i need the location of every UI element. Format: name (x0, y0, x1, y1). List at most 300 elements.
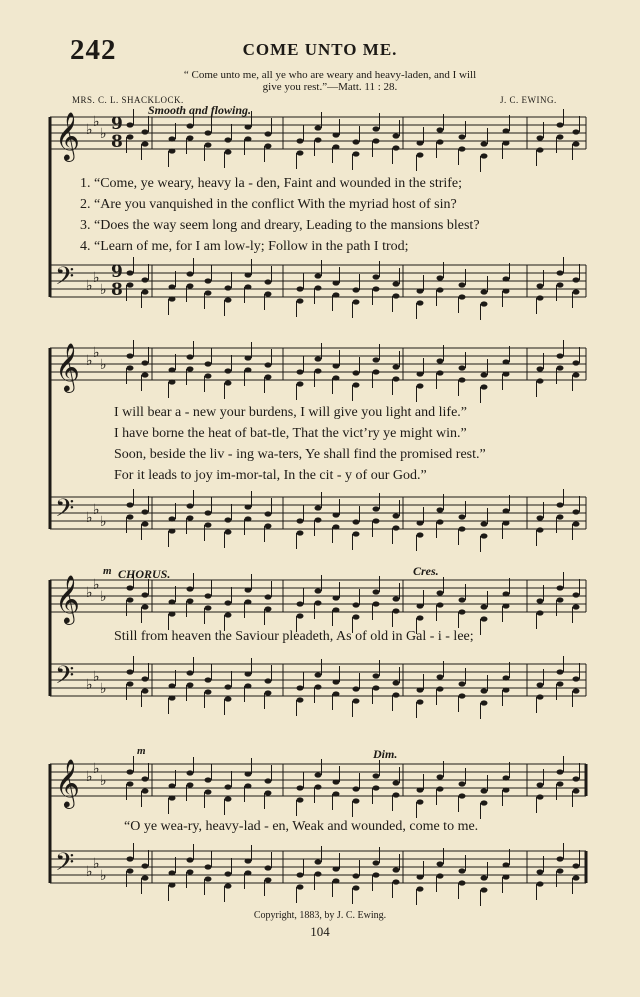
system-2-treble-note (205, 361, 212, 366)
system-1-bass-note (333, 280, 340, 285)
system-1-bass-note (265, 291, 272, 296)
system-2-bass-note (127, 502, 134, 507)
system-4-bass-note (459, 868, 466, 873)
system-2-bass-note (503, 508, 510, 513)
system-1-treble-note (187, 135, 194, 140)
system-3-treble-note (353, 614, 360, 619)
system-4-bass-note (205, 864, 212, 869)
system-4-bass-note (127, 856, 134, 861)
system-3-bass-note (353, 698, 360, 703)
scripture-line-1: “ Come unto me, all ye who are weary and heavy-laden, and I will (183, 69, 477, 81)
system-3-bass-note (127, 681, 134, 686)
system-1-flat-icon: ♭ (93, 270, 100, 286)
system-2-treble-note (265, 374, 272, 379)
system-4-bass-note (187, 869, 194, 874)
system-4-treble-note (417, 787, 424, 792)
system-1-bass-note (142, 289, 149, 294)
system-2-treble-note (393, 376, 400, 381)
system-2-bass-note (142, 509, 149, 514)
system-3-bass-note (537, 694, 544, 699)
system-3-treble-note (393, 608, 400, 613)
time-signature: 9 (111, 262, 123, 282)
system-2-bass-note (297, 518, 304, 523)
system-2-bass-note (142, 521, 149, 526)
system-2-flat-icon: ♭ (86, 510, 93, 526)
system-4-treble-note (437, 774, 444, 779)
lyricist: MRS. C. L. SHACKLOCK. (72, 95, 184, 105)
system-2-bass-note (225, 529, 232, 534)
system-4-treble-note (225, 784, 232, 789)
system-2-bass-note (169, 528, 176, 533)
system-2-treble-note (315, 368, 322, 373)
system-1-bass-note (573, 277, 580, 282)
system-2-treble-note (169, 379, 176, 384)
system-3-bass-note (265, 678, 272, 683)
system-3-bass-note (437, 674, 444, 679)
system-2-treble-note (459, 365, 466, 370)
system-4-bass-note (333, 866, 340, 871)
system-3-treble-note (225, 612, 232, 617)
system-4-treble-note (573, 788, 580, 793)
system-4-bass-note (373, 860, 380, 865)
system-3-treble-note (459, 597, 466, 602)
system-4-treble-note (142, 788, 149, 793)
system-2-bass-note (265, 523, 272, 528)
system-4-bass-note (225, 883, 232, 888)
system-2-bass-note (437, 519, 444, 524)
system-2-treble-note (503, 359, 510, 364)
system-2-bass-note (225, 517, 232, 522)
system-4-bass-note (503, 862, 510, 867)
system-2-bass-note (333, 512, 340, 517)
system-3-bass-note (537, 682, 544, 687)
system-1-bass-note (205, 290, 212, 295)
system-1-treble-clef-icon: 𝄞 (55, 111, 80, 160)
system-3-bass-note (437, 686, 444, 691)
system-3-flat-icon: ♭ (100, 589, 107, 605)
system-2-treble-note (373, 369, 380, 374)
system-2-bass-note (557, 502, 564, 507)
system-1-bass-note (373, 286, 380, 291)
system-3-treble-note (333, 607, 340, 612)
system-4-bass-note (573, 863, 580, 868)
system-2-treble-note (417, 371, 424, 376)
system-4-bass-note (333, 878, 340, 883)
system-1-bass-note (417, 300, 424, 305)
system-3-bass-note (169, 683, 176, 688)
verse-4-line-2: For it leads to joy im-mor-tal, In the cit - y of our God.” (114, 468, 427, 483)
system-3-bass-note (245, 683, 252, 688)
system-2-bass-note (459, 526, 466, 531)
system-2-bass-note (393, 525, 400, 530)
chorus-lyric-1: Still from heaven the Saviour pleadeth, As of old in Gal - i - lee; (114, 629, 474, 644)
system-1-treble-note (537, 147, 544, 152)
system-2-treble-note (537, 378, 544, 383)
chorus-dynamic: m (103, 565, 112, 577)
system-3-bass-note (187, 682, 194, 687)
system-3-flat-icon: ♭ (93, 577, 100, 593)
system-2-treble-note (142, 360, 149, 365)
chorus-lyric-2: “O ye wea-ry, heavy-lad - en, Weak and wounded, come to me. (124, 819, 479, 834)
system-4-flat-icon: ♭ (86, 864, 93, 880)
system-2-flat-icon: ♭ (100, 357, 107, 373)
system-3-bass-note (127, 669, 134, 674)
system-1-bass-note (481, 301, 488, 306)
system-1-bass-note (573, 289, 580, 294)
system-3-treble-note (187, 598, 194, 603)
system-4-bass-note (297, 872, 304, 877)
system-2-treble-note (245, 355, 252, 360)
system-1-treble-note (459, 146, 466, 151)
system-4-bass-note (373, 872, 380, 877)
system-2-treble-note (142, 372, 149, 377)
system-3-treble-note (333, 595, 340, 600)
system-3-bass-note (333, 691, 340, 696)
system-2-bass-note (481, 533, 488, 538)
system-4-treble-note (353, 786, 360, 791)
chorus-label: CHORUS. (118, 567, 171, 581)
system-3-treble-note (245, 599, 252, 604)
system-3-bass-note (459, 681, 466, 686)
system-1-treble-note (169, 148, 176, 153)
system-4-bass-note (437, 861, 444, 866)
system-2-treble-note (537, 366, 544, 371)
system-3-treble-note (573, 604, 580, 609)
system-4-treble-note (205, 777, 212, 782)
system-2-bass-note (537, 515, 544, 520)
system-2-bass-note (245, 504, 252, 509)
system-3-treble-note (187, 586, 194, 591)
system-2-flat-icon: ♭ (93, 345, 100, 361)
system-3-treble-clef-icon: 𝄞 (55, 574, 80, 623)
system-3-flat-icon: ♭ (86, 585, 93, 601)
system-1-flat-icon: ♭ (100, 282, 107, 298)
system-3-treble-note (503, 591, 510, 596)
system-4-bass-note (142, 863, 149, 868)
system-4-bass-note (557, 856, 564, 861)
system-3-treble-note (353, 602, 360, 607)
hymn-number: 242 (70, 34, 117, 66)
system-1-bass-clef-icon: 𝄢 (55, 262, 75, 297)
system-4-treble-note (537, 782, 544, 787)
system-4-treble-note (297, 785, 304, 790)
verse-3-line: 3. “Does the way seem long and dreary, Leading to the mansions blest? (80, 218, 480, 233)
system-4-treble-note (437, 786, 444, 791)
system-1-treble-note (315, 125, 322, 130)
system-2-treble-clef-icon: 𝄞 (55, 342, 80, 391)
system-3-bass-note (573, 676, 580, 681)
system-3-treble-note (437, 602, 444, 607)
system-1-bass-note (265, 279, 272, 284)
system-1-bass-note (225, 297, 232, 302)
system-4-flat-icon: ♭ (93, 761, 100, 777)
system-4-treble-note (393, 780, 400, 785)
system-3-treble-note (373, 601, 380, 606)
system-4-bass-note (573, 875, 580, 880)
system-4-treble-note (169, 795, 176, 800)
verse-4-line: 4. “Learn of me, for I am low-ly; Follow in the path I trod; (80, 239, 409, 254)
system-3-bass-note (503, 687, 510, 692)
system-4-treble-note (127, 769, 134, 774)
system-4-bass-clef-icon: 𝄢 (55, 848, 75, 883)
system-2-bass-note (373, 518, 380, 523)
system-3-bass-note (142, 676, 149, 681)
system-3-treble-note (169, 599, 176, 604)
system-1-bass-note (393, 293, 400, 298)
system-3-bass-note (557, 669, 564, 674)
system-4-bass-note (537, 869, 544, 874)
system-3-bass-note (205, 677, 212, 682)
system-1-treble-note (205, 142, 212, 147)
system-1-treble-note (537, 135, 544, 140)
system-3-treble-note (297, 613, 304, 618)
system-4-bass-note (169, 870, 176, 875)
system-2-bass-note (265, 511, 272, 516)
system-4-treble-note (459, 781, 466, 786)
system-4-treble-note (557, 781, 564, 786)
system-2-treble-note (187, 354, 194, 359)
system-1-treble-note (225, 149, 232, 154)
system-1-bass-note (169, 296, 176, 301)
system-1-bass-note (169, 284, 176, 289)
system-2-flat-icon: ♭ (100, 514, 107, 530)
system-1-treble-note (333, 132, 340, 137)
system-2-bass-note (245, 516, 252, 521)
verse-1-line-2: I will bear a - new your burdens, I will give you light and life.” (114, 405, 468, 420)
system-3-treble-note (459, 609, 466, 614)
system-2-bass-clef-icon: 𝄢 (55, 494, 75, 529)
system-2-treble-note (503, 371, 510, 376)
system-3-bass-note (573, 688, 580, 693)
system-4-bass-note (537, 881, 544, 886)
system-2-bass-note (205, 510, 212, 515)
final-dynamic: m (137, 745, 146, 757)
system-1-treble-note (437, 127, 444, 132)
system-1-treble-note (373, 138, 380, 143)
system-3-treble-note (315, 600, 322, 605)
system-3-treble-note (265, 606, 272, 611)
system-4-bass-note (353, 885, 360, 890)
system-3-bass-note (265, 690, 272, 695)
system-2-bass-note (393, 513, 400, 518)
system-4-bass-note (417, 874, 424, 879)
system-2-bass-note (315, 505, 322, 510)
system-3-bass-note (169, 695, 176, 700)
system-1-treble-note (417, 152, 424, 157)
system-1-treble-note (353, 139, 360, 144)
system-1-bass-note (437, 287, 444, 292)
system-2-treble-note (333, 363, 340, 368)
system-2-treble-note (127, 365, 134, 370)
scripture-line-2: give you rest.”—Matt. 11 : 28. (262, 81, 398, 93)
system-4-treble-note (187, 770, 194, 775)
system-2-bass-note (437, 507, 444, 512)
system-4-bass-note (315, 859, 322, 864)
time-signature: 9 (111, 114, 123, 134)
system-3-treble-note (265, 594, 272, 599)
tempo-marking: Smooth and flowing. (148, 103, 252, 117)
system-2-bass-note (315, 517, 322, 522)
system-4-bass-note (459, 880, 466, 885)
system-3-treble-note (205, 593, 212, 598)
system-4-treble-note (245, 783, 252, 788)
system-1-treble-note (503, 140, 510, 145)
system-2-treble-note (481, 384, 488, 389)
system-3-treble-note (417, 603, 424, 608)
system-1-bass-note (225, 285, 232, 290)
system-1-bass-note (459, 282, 466, 287)
system-1-treble-note (481, 141, 488, 146)
system-3-bass-note (417, 699, 424, 704)
system-4-bass-note (142, 875, 149, 880)
system-1-bass-note (187, 271, 194, 276)
system-1-treble-note (481, 153, 488, 158)
system-2-treble-note (459, 377, 466, 382)
system-1-bass-note (557, 270, 564, 275)
system-2-bass-note (417, 520, 424, 525)
system-3-bass-note (373, 673, 380, 678)
system-3-bass-note (557, 681, 564, 686)
system-1-bass-note (353, 287, 360, 292)
system-1-bass-note (127, 270, 134, 275)
system-2-treble-note (225, 368, 232, 373)
system-3-bass-note (205, 689, 212, 694)
system-3-treble-note (537, 598, 544, 603)
system-1-bass-note (245, 284, 252, 289)
system-1-treble-note (245, 124, 252, 129)
time-signature: 8 (111, 280, 123, 300)
system-3-treble-note (169, 611, 176, 616)
system-1-bass-note (481, 289, 488, 294)
system-4-treble-note (205, 789, 212, 794)
copyright-notice: Copyright, 1883, by J. C. Ewing. (253, 910, 387, 921)
system-3-bass-note (503, 675, 510, 680)
system-1-bass-note (297, 298, 304, 303)
system-3-treble-note (373, 589, 380, 594)
verse-2-line: 2. “Are you vanquished in the conflict With the myriad host of sin? (80, 197, 457, 212)
system-4-treble-note (142, 776, 149, 781)
system-4-treble-note (169, 783, 176, 788)
system-4-bass-note (353, 873, 360, 878)
system-4-treble-note (537, 794, 544, 799)
system-3-bass-note (142, 688, 149, 693)
system-4-bass-note (503, 874, 510, 879)
system-2-bass-note (459, 514, 466, 519)
system-4-flat-icon: ♭ (86, 769, 93, 785)
system-1-bass-note (142, 277, 149, 282)
system-4-treble-note (373, 773, 380, 778)
system-3-treble-note (315, 588, 322, 593)
system-1-bass-note (557, 282, 564, 287)
system-3-bass-note (333, 679, 340, 684)
system-2-treble-note (437, 358, 444, 363)
system-3-bass-note (315, 684, 322, 689)
system-4-bass-note (393, 867, 400, 872)
system-2-treble-note (245, 367, 252, 372)
system-1-treble-note (205, 130, 212, 135)
system-1-treble-note (127, 122, 134, 127)
system-3-treble-note (537, 610, 544, 615)
system-1-bass-note (537, 283, 544, 288)
system-3-treble-note (437, 590, 444, 595)
system-1-bass-note (373, 274, 380, 279)
system-1-treble-note (187, 123, 194, 128)
system-3-bass-note (373, 685, 380, 690)
system-3-treble-note (393, 596, 400, 601)
system-4-treble-note (353, 798, 360, 803)
system-3-treble-note (297, 601, 304, 606)
system-2-treble-note (169, 367, 176, 372)
system-4-bass-note (481, 887, 488, 892)
system-1-bass-note (333, 292, 340, 297)
system-1-bass-note (245, 272, 252, 277)
system-2-bass-note (573, 509, 580, 514)
system-1-treble-note (353, 151, 360, 156)
system-3-bass-note (315, 672, 322, 677)
system-3-treble-note (481, 616, 488, 621)
system-2-treble-note (557, 365, 564, 370)
system-3-bass-note (187, 670, 194, 675)
system-2-bass-note (573, 521, 580, 526)
system-3-treble-note (557, 597, 564, 602)
system-1-bass-note (537, 295, 544, 300)
system-4-treble-note (245, 771, 252, 776)
system-2-bass-note (353, 519, 360, 524)
page-number: 104 (310, 924, 330, 939)
system-3-bass-note (297, 697, 304, 702)
system-4-treble-note (503, 787, 510, 792)
verse-2-line-2: I have borne the heat of bat-tle, That the vict’ry ye might win.” (114, 426, 467, 441)
verse-3-line-2: Soon, beside the liv - ing wa-ters, Ye shall find the promised rest.” (114, 447, 486, 462)
system-4-bass-note (245, 870, 252, 875)
system-3-bass-note (297, 685, 304, 690)
system-2-treble-note (205, 373, 212, 378)
system-4-treble-note (393, 792, 400, 797)
system-4-flat-icon: ♭ (100, 868, 107, 884)
system-4-bass-note (265, 865, 272, 870)
system-1-treble-note (557, 134, 564, 139)
system-4-treble-note (373, 785, 380, 790)
system-4-bass-note (205, 876, 212, 881)
system-4-treble-note (503, 775, 510, 780)
system-3-bass-note (481, 688, 488, 693)
system-4-bass-note (481, 875, 488, 880)
hymn-title: COME UNTO ME. (242, 40, 398, 59)
system-4-treble-note (225, 796, 232, 801)
system-4-treble-note (459, 793, 466, 798)
system-2-treble-note (315, 356, 322, 361)
verse-1-line: 1. “Come, ye weary, heavy la - den, Faint and wounded in the strife; (80, 176, 463, 191)
system-2-bass-note (127, 514, 134, 519)
system-1-bass-note (503, 276, 510, 281)
system-4-treble-note (127, 781, 134, 786)
system-1-flat-icon: ♭ (93, 114, 100, 130)
system-4-flat-icon: ♭ (100, 773, 107, 789)
system-3-bass-note (481, 700, 488, 705)
system-3-treble-note (225, 600, 232, 605)
system-2-treble-note (373, 357, 380, 362)
system-1-treble-note (333, 144, 340, 149)
system-2-bass-note (353, 531, 360, 536)
system-4-treble-clef-icon: 𝄞 (55, 758, 80, 807)
system-1-treble-note (393, 133, 400, 138)
system-2-treble-note (353, 370, 360, 375)
system-1-bass-note (393, 281, 400, 286)
system-1-treble-note (573, 141, 580, 146)
system-3-treble-note (127, 585, 134, 590)
system-3-treble-note (573, 592, 580, 597)
system-3-treble-note (127, 597, 134, 602)
